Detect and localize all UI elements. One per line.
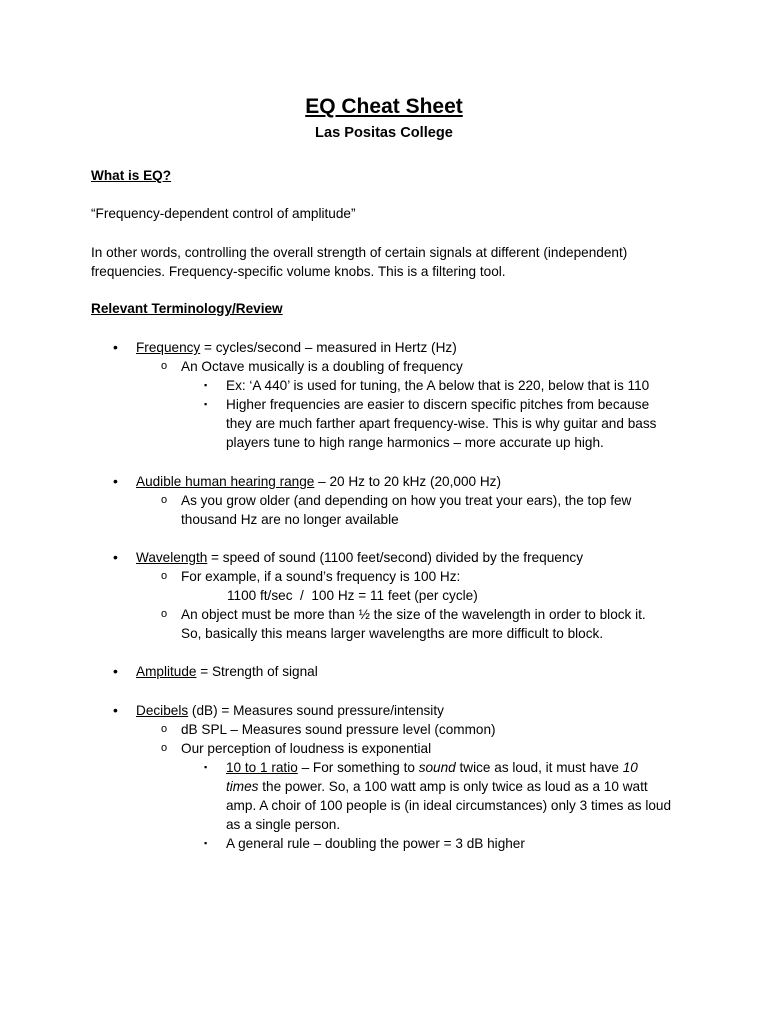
sub-bullet-marker: o — [161, 608, 168, 620]
ratio-emphasis-times: times — [226, 779, 259, 794]
sub-bullet-marker: o — [161, 723, 168, 735]
item-text — [136, 548, 583, 567]
square-bullet-marker: ▪ — [204, 762, 208, 772]
sub-item-text: An object must be more than ½ the size of the wavelength in order to block it. — [181, 607, 646, 622]
sub-sub-item-text: Ex: ‘A 440’ is used for tuning, the A below that is 220, below that is 110 — [226, 378, 650, 393]
item-text — [136, 701, 444, 720]
bullet-marker: • — [113, 473, 118, 489]
square-bullet-marker: ▪ — [204, 838, 208, 848]
term-frequency: Frequency — [136, 340, 201, 355]
paragraph-line-2: frequencies. Frequency-specific volume knobs. This is a filtering tool. — [91, 264, 506, 279]
wavelength-formula: 1100 ft/sec / 100 Hz = 11 feet (per cycle) — [227, 588, 478, 603]
continuation-text: amp. A choir of 100 people is (in ideal circumstances) only 3 times as loud — [226, 798, 672, 813]
continuation-text: thousand Hz are no longer available — [181, 512, 399, 527]
continuation-text — [226, 777, 648, 796]
ratio-emphasis-sound: sound — [418, 760, 456, 775]
item-text — [136, 662, 318, 681]
term-ratio: 10 to 1 ratio — [226, 760, 298, 775]
section-heading-what-is-eq: What is EQ? — [91, 168, 172, 183]
square-bullet-marker: ▪ — [204, 380, 208, 390]
ratio-emphasis-10: 10 — [622, 760, 638, 775]
sub-sub-item-text — [226, 758, 638, 777]
sub-sub-item-text: Higher frequencies are easier to discern specific pitches from because — [226, 397, 650, 412]
item-text — [136, 472, 501, 491]
sub-item-text: As you grow older (and depending on how you treat your ears), the top few — [181, 493, 632, 508]
continuation-text: as a single person. — [226, 817, 341, 832]
term-wavelength: Wavelength — [136, 550, 208, 565]
term-decibels: Decibels — [136, 703, 189, 718]
sub-sub-item-text: A general rule – doubling the power = 3 dB higher — [226, 836, 525, 851]
item-text — [136, 338, 457, 357]
bullet-marker: • — [113, 339, 118, 355]
definition-quote: “Frequency-dependent control of amplitude” — [91, 206, 356, 221]
document-title: EQ Cheat Sheet — [305, 95, 463, 118]
sub-item-text: dB SPL – Measures sound pressure level (common) — [181, 722, 496, 737]
ratio-text-line2: the power. So, a 100 watt amp is only twice as loud as a 10 watt — [258, 779, 648, 794]
term-hearing-range: Audible human hearing range — [136, 474, 315, 489]
sub-item-text: For example, if a sound’s frequency is 100 Hz: — [181, 569, 461, 584]
bullet-marker: • — [113, 702, 118, 718]
term-description: = speed of sound (1100 feet/second) divided by the frequency — [207, 550, 584, 565]
term-description: – 20 Hz to 20 kHz (20,000 Hz) — [314, 474, 501, 489]
term-description: = cycles/second – measured in Hertz (Hz) — [200, 340, 457, 355]
sub-bullet-marker: o — [161, 742, 168, 754]
paragraph-line-1: In other words, controlling the overall strength of certain signals at different (independent) — [91, 245, 628, 260]
continuation-text: So, basically this means larger wavelengths are more difficult to block. — [181, 626, 604, 641]
section-heading-terminology: Relevant Terminology/Review — [91, 301, 283, 316]
bullet-marker: • — [113, 663, 118, 679]
bullet-marker: • — [113, 549, 118, 565]
sub-bullet-marker: o — [161, 570, 168, 582]
square-bullet-marker: ▪ — [204, 399, 208, 409]
ratio-text-b: twice as loud, it must have — [455, 760, 623, 775]
term-amplitude: Amplitude — [136, 664, 197, 679]
ratio-text-a: – For something to — [297, 760, 419, 775]
sub-item-text: Our perception of loudness is exponential — [181, 741, 432, 756]
continuation-text: players tune to high range harmonics – more accurate up high. — [226, 435, 604, 450]
continuation-text: they are much farther apart frequency-wise. This is why guitar and bass — [226, 416, 657, 431]
term-description: (dB) = Measures sound pressure/intensity — [188, 703, 444, 718]
term-description: = Strength of signal — [196, 664, 318, 679]
sub-item-text: An Octave musically is a doubling of frequency — [181, 359, 463, 374]
sub-bullet-marker: o — [161, 360, 168, 372]
document-subtitle: Las Positas College — [315, 125, 453, 141]
sub-bullet-marker: o — [161, 494, 168, 506]
